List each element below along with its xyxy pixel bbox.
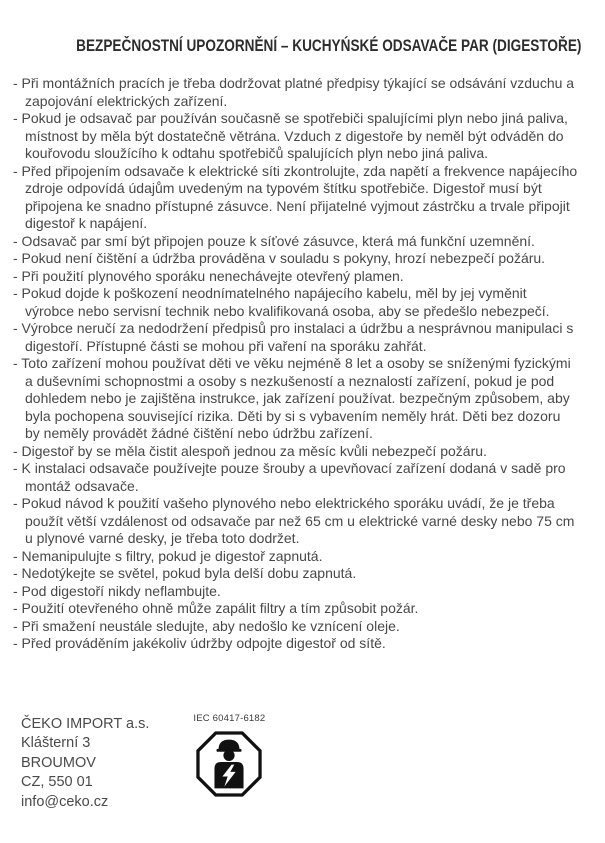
address-line: BROUMOV [21,754,96,771]
warning-item: - Pokud není čištění a údržba prováděna v souladu s pokyny, hrozí nebezpečí požáru. [13,250,546,266]
warning-item: - Pokud je odsavač par používán současně se spotřebiči spalujícími plyn nebo jiná paliva, místnost by měla být dostatečně větrána. Vzduch z digestoře by neměl být odváděn do kouřovodu sloužícího k odtahu spotřebičů spalujících plyn nebo jiná paliva. [13,110,568,161]
company-address [21,715,149,813]
warning-item: - Digestoř by se měla čistit alespoň jednou za měsíc kvůli nebezpečí požáru. [13,442,487,459]
address-line: Klášterní 3 [21,735,91,751]
warning-item: - Výrobce neručí za nedodržení předpisů pro instalaci a údržbu a nesprávnou manipulaci s digestoří. Přístupné části se mohou při vaření na sporáku zahřát. [13,320,574,354]
warning-item: - Pokud dojde k poškození neodnímatelného napájecího kabelu, měl by jej vyměnit výrobce nebo servisní technik nebo kvalifikovaná osoba, aby se předešlo nebezpečí. [13,285,550,319]
page-title-text: BEZPEČNOSTNÍ UPOZORNĚNÍ – KUCHYŃSKÉ ODSAVAČE PAR (DIGESTOŘE) [76,36,582,55]
warning-item: - Odsavač par smí být připojen pouze k síťové zásuvce, která má funkční uzemnění. [13,232,535,249]
warning-item: - Při použití plynového sporáku nenechávejte otevřený plamen. [13,267,404,284]
warning-item: - K instalaci odsavače používejte pouze šrouby a upevňovací zařízení dodaná v sadě pro montáž odsavače. [13,460,566,494]
page-title [13,36,582,55]
warning-item: - Před připojením odsavače k elektrické síti zkontrolujte, zda napětí a frekvence napájecího zdroje odpovídá údajům uvedeným na typovém štítku spotřebiče. Digestoř musí být připojena ke snadno přístupné zásuvce. Není přijatelné vyjmout zástrčku a trvale připojit digestoř k napájení. [13,162,578,231]
warning-item: - Použití otevřeného ohně může zapálit filtry a tím způsobit požár. [13,600,419,616]
warning-item: - Pokud návod k použití vašeho plynového nebo elektrického sporáku uvádí, že je třeba použít větší vzdálenost od odsavače par než 65 cm u elektrické varné desky nebo 75 cm u plynové varné desky, je třeba toto dodržet. [13,495,575,546]
iec-symbol-label: IEC 60417-6182 [193,712,266,724]
warning-item: - Při smažení neustále sledujte, aby nedošlo ke vznícení oleje. [13,617,400,634]
footer [21,712,578,813]
skilled-person-icon [196,726,262,802]
iec-symbol-block [193,713,265,802]
address-line: info@ceko.cz [21,793,109,810]
warning-item: - Při montážních pracích je třeba dodržovat platné předpisy týkající se odsávání vzduchu a zapojování elektrických zařízení. [13,75,575,109]
warning-item: - Nemanipulujte s filtry, pokud je digestoř zapnutá. [13,547,323,564]
warning-item: - Před prováděním jakékoliv údržby odpojte digestoř od sítě. [13,635,386,651]
address-line: ČEKO IMPORT a.s. [21,715,150,732]
warnings-list [13,75,578,653]
address-line: CZ, 550 01 [21,774,93,790]
warning-item: - Pod digestoří nikdy neflambujte. [13,582,221,599]
warning-item: - Nedotýkejte se světel, pokud byla delší dobu zapnutá. [13,565,357,581]
warning-item: - Toto zařízení mohou používat děti ve věku nejméně 8 let a osoby se sníženými fyzickými a duševními schopnostmi a osoby s nezkušeností a neznalostí zařízení, pokud je pod dohledem nebo je zajištěna instrukce, jak zařízení používat. bezpečným způsobem, aby byla pochopena související rizika. Děti by si s vybavením neměly hrát. Děti bez dozoru by neměly provádět žádné čištění nebo údržbu zařízení. [13,355,571,441]
